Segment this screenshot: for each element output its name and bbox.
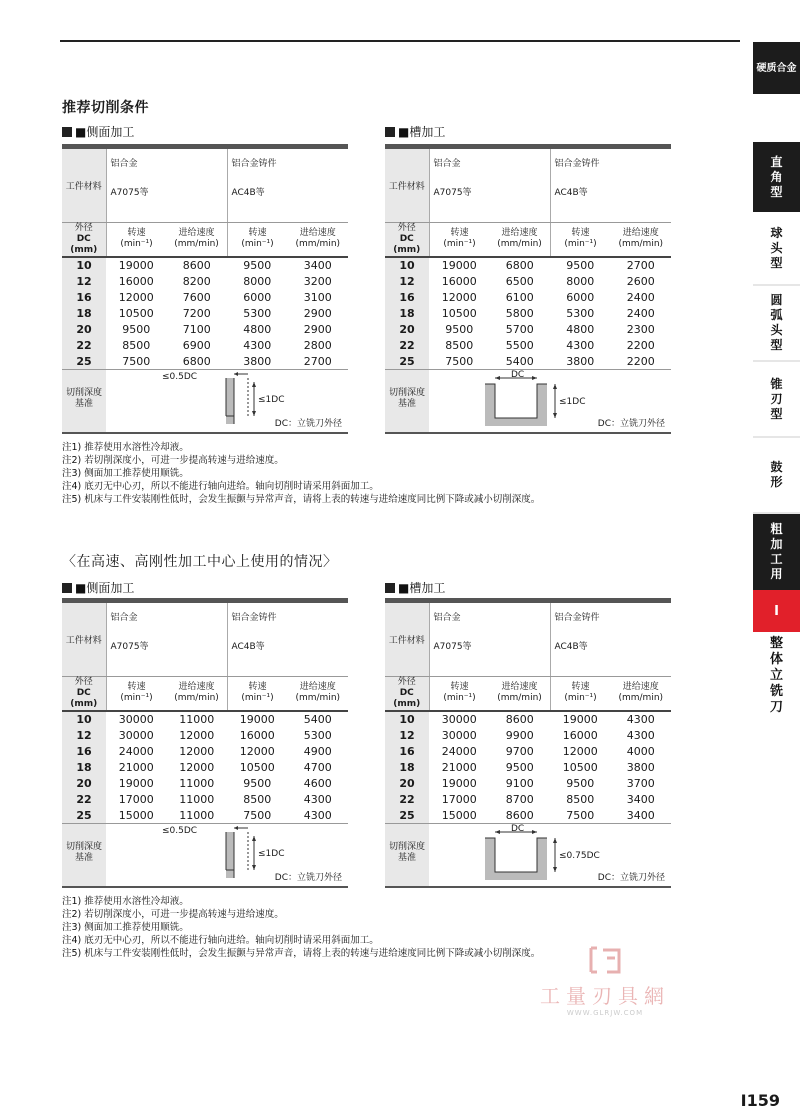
- value-cell: 2600: [626, 275, 655, 288]
- dc-cell: 22: [62, 792, 106, 808]
- dc-cell: 20: [62, 776, 106, 792]
- value-cell: 24000: [118, 745, 154, 758]
- note-2: 注2) 若切削深度小，可进一步提高转速与进给速度。: [62, 455, 284, 466]
- value-cell: 3200: [303, 275, 332, 288]
- depth-label: 切削深度: [65, 388, 102, 398]
- value-cell: 4300: [243, 339, 272, 352]
- depth-basis-label: 基准: [397, 399, 416, 409]
- slot-width-label: DC: [511, 370, 525, 380]
- value-cell: 7500: [550, 808, 611, 824]
- value-cell: 8000: [566, 275, 595, 288]
- dc-label: 外径: [397, 676, 416, 687]
- table-row: [62, 274, 348, 290]
- depth-basis-label: 基准: [74, 853, 93, 863]
- value-cell: 3400: [611, 808, 672, 824]
- value-cell: 2700: [626, 259, 655, 272]
- dc-cell: 16: [385, 290, 429, 306]
- dc-cell: 18: [62, 760, 106, 776]
- tab-roughing[interactable]: [753, 514, 800, 590]
- speed-unit: (min⁻¹): [443, 693, 476, 703]
- feed-unit: (mm/min): [618, 693, 664, 703]
- table-row: [62, 744, 348, 760]
- tab-radius[interactable]: [753, 286, 800, 362]
- watermark: [540, 944, 670, 1017]
- value-cell: 12000: [179, 745, 215, 758]
- table-row: [385, 290, 671, 306]
- tab-roughing-label: 粗加工用: [770, 522, 783, 581]
- speed-header: 转速: [127, 228, 146, 238]
- mat1-grade: A7075等: [110, 188, 149, 198]
- section-slot-label: ■槽加工: [385, 123, 445, 140]
- tab-taper[interactable]: [753, 362, 800, 438]
- depth-label: 切削深度: [65, 842, 102, 852]
- value-cell: 4300: [566, 339, 595, 352]
- mat1-name: 铝合金: [110, 159, 138, 169]
- value-cell: 19000: [562, 713, 598, 726]
- dc-unit: DC (mm): [70, 687, 98, 709]
- value-cell: 12000: [441, 291, 477, 304]
- value-cell: 4800: [243, 323, 272, 336]
- value-cell: 4300: [626, 729, 655, 742]
- dc-label: 外径: [397, 222, 416, 233]
- depth-diagram-slot: [385, 370, 671, 434]
- speed-unit: (min⁻¹): [241, 693, 274, 703]
- value-cell: 9500: [122, 323, 151, 336]
- slot-depth-label: ≤1DC: [559, 397, 586, 407]
- mat1-name: 铝合金: [433, 159, 461, 169]
- note-1: 注1) 推荐使用水溶性冷却液。: [62, 896, 189, 907]
- page-number: I159: [740, 1091, 780, 1110]
- work-material-label: 工件材料: [385, 149, 429, 222]
- dc-note: DC：立铣刀外径: [597, 873, 665, 883]
- value-cell: 8600: [182, 259, 211, 272]
- value-cell: 9500: [566, 777, 595, 790]
- value-cell: 5400: [303, 713, 332, 726]
- value-cell: 30000: [118, 713, 154, 726]
- side-width-label: ≤0.5DC: [162, 372, 198, 382]
- value-cell: 5300: [243, 307, 272, 320]
- value-cell: 2800: [303, 339, 332, 352]
- mat2-name: 铝合金铸件: [554, 159, 600, 169]
- feed-unit: (mm/min): [174, 239, 219, 249]
- value-cell: 9700: [505, 745, 534, 758]
- feed-unit: (mm/min): [497, 239, 542, 249]
- table-row: [385, 322, 671, 338]
- value-cell: 16000: [118, 275, 154, 288]
- watermark-url: WWW.GLRJW.COM: [566, 1009, 644, 1017]
- mat1-grade: A7075等: [433, 188, 472, 198]
- value-cell: 8500: [122, 339, 151, 352]
- tab-square-label: 直角型: [770, 154, 783, 199]
- value-cell: 8500: [243, 793, 272, 806]
- value-cell: 16000: [239, 729, 275, 742]
- speed-header: 转速: [248, 682, 267, 692]
- note-2: 注2) 若切削深度小，可进一步提高转速与进给速度。: [62, 909, 284, 920]
- section-side-label-hs: ■侧面加工: [62, 579, 134, 596]
- feed-header: 进给速度: [501, 228, 538, 238]
- dc-cell: 25: [385, 354, 429, 370]
- feed-unit: (mm/min): [618, 239, 664, 249]
- dc-cell: 25: [385, 808, 429, 824]
- speed-header: 转速: [127, 682, 146, 692]
- dc-cell: 16: [62, 744, 106, 760]
- mat2-name: 铝合金铸件: [554, 613, 600, 623]
- value-cell: 4800: [566, 323, 595, 336]
- value-cell: 12000: [179, 729, 215, 742]
- value-cell: 4700: [303, 761, 332, 774]
- dc-cell: 10: [62, 258, 106, 274]
- value-cell: 16000: [562, 729, 598, 742]
- page-title: 推荐切削条件: [62, 100, 149, 116]
- value-cell: 8000: [243, 275, 272, 288]
- dc-cell: 22: [385, 792, 429, 808]
- value-cell: 2700: [288, 354, 349, 370]
- value-cell: 12000: [239, 745, 275, 758]
- value-cell: 16000: [441, 275, 477, 288]
- dc-cell: 22: [385, 338, 429, 354]
- value-cell: 11000: [179, 713, 215, 726]
- value-cell: 19000: [441, 259, 477, 272]
- table-slot: [385, 144, 671, 434]
- value-cell: 30000: [441, 729, 477, 742]
- slot-depth-label-hs: ≤0.75DC: [559, 851, 600, 861]
- value-cell: 11000: [179, 777, 215, 790]
- value-cell: 19000: [118, 259, 154, 272]
- value-cell: 7600: [182, 291, 211, 304]
- value-cell: 6000: [566, 291, 595, 304]
- dc-cell: 20: [62, 322, 106, 338]
- value-cell: 10500: [239, 761, 275, 774]
- value-cell: 7500: [106, 354, 167, 370]
- value-cell: 2900: [303, 307, 332, 320]
- value-cell: 8700: [505, 793, 534, 806]
- value-cell: 9500: [445, 323, 474, 336]
- table-row: [62, 258, 348, 274]
- tab-barrel-label: 鼓形: [770, 460, 783, 489]
- table-row: [62, 290, 348, 306]
- tab-carbide[interactable]: [753, 42, 800, 94]
- table-row: [385, 258, 671, 274]
- depth-label: 切削深度: [388, 842, 425, 852]
- note-5: 注5) 机床与工件安装刚性低时，会发生振颤与异常声音，请将上表的转速与进给速度同比例下降或减小切削深度。: [62, 948, 541, 959]
- depth-basis-label: 基准: [74, 399, 93, 409]
- value-cell: 15000: [429, 808, 490, 824]
- dc-cell: 22: [62, 338, 106, 354]
- feed-header: 进给速度: [622, 228, 659, 238]
- value-cell: 17000: [118, 793, 154, 806]
- dc-unit: DC (mm): [70, 233, 98, 255]
- value-cell: 7500: [227, 808, 288, 824]
- value-cell: 11000: [167, 808, 228, 824]
- value-cell: 4900: [303, 745, 332, 758]
- table-row: [385, 776, 671, 792]
- value-cell: 9900: [505, 729, 534, 742]
- tab-radius-label: 圆弧头型: [770, 293, 783, 352]
- feed-header: 进给速度: [299, 682, 336, 692]
- dc-cell: 25: [62, 354, 106, 370]
- speed-header: 转速: [248, 228, 267, 238]
- tab-section-marker[interactable]: [753, 590, 800, 632]
- work-material-label: 工件材料: [62, 603, 106, 676]
- table-row: [62, 354, 348, 370]
- tab-barrel[interactable]: [753, 438, 800, 514]
- dc-label: 外径: [74, 676, 93, 687]
- speed-header: 转速: [450, 228, 469, 238]
- value-cell: 8600: [505, 713, 534, 726]
- dc-unit: DC (mm): [393, 233, 421, 255]
- mat2-grade: AC4B等: [231, 188, 265, 198]
- value-cell: 12000: [179, 761, 215, 774]
- speed-unit: (min⁻¹): [120, 693, 153, 703]
- value-cell: 7200: [182, 307, 211, 320]
- watermark-logo-icon: [585, 944, 625, 976]
- dc-note: DC：立铣刀外径: [274, 873, 342, 883]
- value-cell: 10500: [441, 307, 477, 320]
- value-cell: 4300: [303, 793, 332, 806]
- value-cell: 8200: [182, 275, 211, 288]
- dc-label: 外径: [74, 222, 93, 233]
- note-3: 注3) 侧面加工推荐使用顺铣。: [62, 468, 189, 479]
- category-label: 整体立铣刀: [769, 636, 783, 715]
- table-row: [385, 354, 671, 370]
- feed-unit: (mm/min): [174, 693, 219, 703]
- value-cell: 4300: [288, 808, 349, 824]
- dc-unit: DC (mm): [393, 687, 421, 709]
- dc-cell: 10: [62, 712, 106, 728]
- speed-unit: (min⁻¹): [241, 239, 274, 249]
- value-cell: 2400: [626, 307, 655, 320]
- value-cell: 9500: [243, 777, 272, 790]
- value-cell: 7500: [429, 354, 490, 370]
- feed-header: 进给速度: [299, 228, 336, 238]
- value-cell: 2200: [611, 354, 672, 370]
- table-row: [385, 338, 671, 354]
- mat1-grade: A7075等: [433, 642, 472, 652]
- value-cell: 21000: [118, 761, 154, 774]
- value-cell: 5400: [490, 354, 551, 370]
- dc-cell: 12: [62, 728, 106, 744]
- table-row: [62, 322, 348, 338]
- value-cell: 5500: [505, 339, 534, 352]
- value-cell: 6100: [505, 291, 534, 304]
- dc-note: DC：立铣刀外径: [597, 419, 665, 429]
- mat2-name: 铝合金铸件: [231, 159, 277, 169]
- mat2-grade: AC4B等: [554, 642, 588, 652]
- table-row: [385, 808, 671, 824]
- value-cell: 11000: [179, 793, 215, 806]
- value-cell: 6800: [167, 354, 228, 370]
- table-row: [385, 760, 671, 776]
- dc-cell: 12: [62, 274, 106, 290]
- feed-unit: (mm/min): [295, 239, 341, 249]
- tab-marker-label: I: [774, 603, 779, 619]
- feed-header: 进给速度: [178, 228, 215, 238]
- value-cell: 9500: [243, 259, 272, 272]
- value-cell: 3800: [550, 354, 611, 370]
- feed-header: 进给速度: [178, 682, 215, 692]
- dc-note: DC：立铣刀外径: [274, 419, 342, 429]
- work-material-label: 工件材料: [385, 603, 429, 676]
- section-slot-label-hs: ■槽加工: [385, 579, 445, 596]
- side-width-label: ≤0.5DC: [162, 826, 198, 836]
- value-cell: 12000: [562, 745, 598, 758]
- value-cell: 3800: [227, 354, 288, 370]
- speed-unit: (min⁻¹): [120, 239, 153, 249]
- dc-cell: 10: [385, 712, 429, 728]
- section-side-label: ■侧面加工: [62, 123, 134, 140]
- value-cell: 7100: [182, 323, 211, 336]
- value-cell: 15000: [106, 808, 167, 824]
- speed-unit: (min⁻¹): [564, 693, 597, 703]
- value-cell: 3800: [626, 761, 655, 774]
- dc-cell: 12: [385, 728, 429, 744]
- feed-unit: (mm/min): [295, 693, 341, 703]
- dc-cell: 12: [385, 274, 429, 290]
- table-side-hs: [62, 598, 348, 888]
- table-row: [385, 306, 671, 322]
- depth-basis-label: 基准: [397, 853, 416, 863]
- dc-cell: 18: [385, 760, 429, 776]
- value-cell: 4000: [626, 745, 655, 758]
- dc-cell: 20: [385, 776, 429, 792]
- value-cell: 19000: [239, 713, 275, 726]
- table-row: [62, 760, 348, 776]
- dc-cell: 20: [385, 322, 429, 338]
- value-cell: 10500: [562, 761, 598, 774]
- value-cell: 4300: [626, 713, 655, 726]
- note-4: 注4) 底刃无中心刃，所以不能进行轴向进给。轴向切削时请采用斜面加工。: [62, 935, 379, 946]
- value-cell: 5800: [505, 307, 534, 320]
- dc-cell: 18: [62, 306, 106, 322]
- value-cell: 30000: [118, 729, 154, 742]
- tab-square[interactable]: [753, 142, 800, 212]
- value-cell: 2900: [303, 323, 332, 336]
- value-cell: 12000: [118, 291, 154, 304]
- depth-label: 切削深度: [388, 388, 425, 398]
- speed-header: 转速: [571, 682, 590, 692]
- feed-header: 进给速度: [501, 682, 538, 692]
- feed-header: 进给速度: [622, 682, 659, 692]
- dc-cell: 10: [385, 258, 429, 274]
- tab-ball[interactable]: [753, 212, 800, 286]
- value-cell: 9500: [505, 761, 534, 774]
- value-cell: 30000: [441, 713, 477, 726]
- value-cell: 9500: [566, 259, 595, 272]
- value-cell: 3100: [303, 291, 332, 304]
- mat2-grade: AC4B等: [554, 188, 588, 198]
- value-cell: 2300: [626, 323, 655, 336]
- notes-2: [62, 895, 540, 960]
- work-material-label: 工件材料: [62, 149, 106, 222]
- value-cell: 6800: [505, 259, 534, 272]
- value-cell: 8500: [445, 339, 474, 352]
- value-cell: 2200: [626, 339, 655, 352]
- value-cell: 3400: [626, 793, 655, 806]
- value-cell: 6000: [243, 291, 272, 304]
- note-3: 注3) 侧面加工推荐使用顺铣。: [62, 922, 189, 933]
- tab-solid-endmill: [753, 636, 800, 716]
- table-row: [385, 712, 671, 728]
- value-cell: 19000: [118, 777, 154, 790]
- value-cell: 10500: [118, 307, 154, 320]
- value-cell: 2400: [626, 291, 655, 304]
- value-cell: 5700: [505, 323, 534, 336]
- mat1-name: 铝合金: [110, 613, 138, 623]
- table-row: [62, 728, 348, 744]
- dc-cell: 16: [385, 744, 429, 760]
- feed-unit: (mm/min): [497, 693, 542, 703]
- speed-header: 转速: [450, 682, 469, 692]
- value-cell: 3700: [626, 777, 655, 790]
- table-row: [62, 338, 348, 354]
- depth-diagram-slot-hs: [385, 824, 671, 888]
- value-cell: 5300: [303, 729, 332, 742]
- table-side: [62, 144, 348, 434]
- table-row: [62, 808, 348, 824]
- value-cell: 8500: [566, 793, 595, 806]
- value-cell: 9100: [505, 777, 534, 790]
- value-cell: 6500: [505, 275, 534, 288]
- speed-unit: (min⁻¹): [564, 239, 597, 249]
- notes-1: [62, 441, 540, 506]
- speed-unit: (min⁻¹): [443, 239, 476, 249]
- table-slot-hs: [385, 598, 671, 888]
- table-row: [62, 712, 348, 728]
- table-row: [62, 792, 348, 808]
- note-5: 注5) 机床与工件安装刚性低时，会发生振颤与异常声音，请将上表的转速与进给速度同比例下降或减小切削深度。: [62, 494, 541, 505]
- mat2-name: 铝合金铸件: [231, 613, 277, 623]
- tab-taper-label: 锥刃型: [770, 376, 783, 421]
- table-row: [385, 728, 671, 744]
- side-depth-label: ≤1DC: [258, 395, 285, 405]
- value-cell: 21000: [441, 761, 477, 774]
- depth-diagram-side: [62, 370, 348, 434]
- dc-cell: 25: [62, 808, 106, 824]
- value-cell: 3400: [303, 259, 332, 272]
- tab-ball-label: 球头型: [770, 225, 783, 270]
- mat2-grade: AC4B等: [231, 642, 265, 652]
- top-rule: [60, 40, 740, 42]
- dc-cell: 18: [385, 306, 429, 322]
- table-row: [62, 306, 348, 322]
- speed-header: 转速: [571, 228, 590, 238]
- table-row: [62, 776, 348, 792]
- depth-diagram-side-hs: [62, 824, 348, 888]
- value-cell: 19000: [441, 777, 477, 790]
- value-cell: 4600: [303, 777, 332, 790]
- side-depth-label: ≤1DC: [258, 849, 285, 859]
- table-row: [385, 792, 671, 808]
- mat1-name: 铝合金: [433, 613, 461, 623]
- value-cell: 17000: [441, 793, 477, 806]
- slot-width-label: DC: [511, 824, 525, 834]
- tab-carbide-label: 硬质合金: [756, 62, 797, 74]
- note-1: 注1) 推荐使用水溶性冷却液。: [62, 442, 189, 453]
- table-row: [385, 744, 671, 760]
- table-row: [385, 274, 671, 290]
- value-cell: 8600: [490, 808, 551, 824]
- dc-cell: 16: [62, 290, 106, 306]
- mat1-grade: A7075等: [110, 642, 149, 652]
- watermark-text: 工量刃具網: [540, 984, 670, 1008]
- value-cell: 6900: [182, 339, 211, 352]
- high-speed-heading: 〈在高速、高刚性加工中心上使用的情况〉: [62, 554, 338, 570]
- note-4: 注4) 底刃无中心刃，所以不能进行轴向进给。轴向切削时请采用斜面加工。: [62, 481, 379, 492]
- value-cell: 5300: [566, 307, 595, 320]
- value-cell: 24000: [441, 745, 477, 758]
